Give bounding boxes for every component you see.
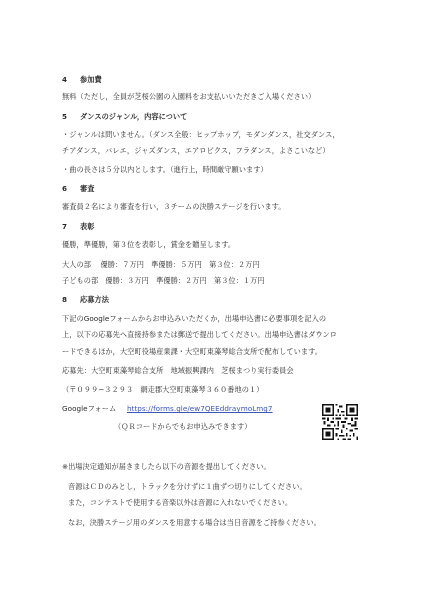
section-5-line-3: ・曲の長さは５分以内とします。（進行上，時間厳守願います） bbox=[62, 165, 268, 174]
apply-address: （〒０９９−３２９３ 網走郡大空町東藻琴３６０番地の１） bbox=[62, 385, 264, 394]
section-5-line-1: ・ジャンルは問いません。（ダンス全般：ヒップホップ，モダンダンス，社交ダンス， bbox=[62, 130, 340, 139]
google-form-label: Googleフォーム bbox=[62, 404, 117, 413]
notes-line-1: 音源はＣＤのみとし，トラックを分けずに１曲ずつ切りにしてください。 bbox=[68, 482, 307, 491]
section-4-text: 無料（ただし，全員が芝桜公園の入園料をお支払いいただきご入場ください） bbox=[62, 92, 316, 101]
qr-code-graphic bbox=[322, 404, 358, 440]
section-5-heading: 5 ダンスのジャンル，内容について bbox=[62, 112, 188, 121]
award-adult-row: 大人の部 優勝：７万円 準優勝：５万円 第３位：２万円 bbox=[62, 260, 260, 269]
apply-destination: 応募先：大空町東藻琴総合支所 地域振興課内 芝桜まつり実行委員会 bbox=[62, 366, 294, 375]
section-4-heading: 4 参加費 bbox=[62, 75, 102, 84]
google-form-row bbox=[62, 404, 273, 413]
notes-line-3: なお，決勝ステージ用のダンスを用意する場合は当日音源をご持参ください。 bbox=[68, 518, 321, 527]
section-6-text: 審査員２名により審査を行い，３チームの決勝ステージを行います。 bbox=[62, 202, 286, 211]
qr-code-icon[interactable] bbox=[322, 404, 358, 440]
section-6-heading: 6 審査 bbox=[62, 184, 95, 193]
qr-note: （ＱＲコードからでもお申込みできます） bbox=[114, 422, 252, 431]
notes-line-2: また，コンテストで使用する音楽以外は音源に入れないでください。 bbox=[68, 498, 293, 507]
section-8-line-3: ードできるほか，大空町役場産業課・大空町東藻琴総合支所で配布しています。 bbox=[62, 347, 322, 356]
section-8-line-1: 下記のGoogleフォームからお申込みいただくか，出場申込書に必要事項を記入の bbox=[62, 314, 327, 323]
section-8-heading: 8 応募方法 bbox=[62, 295, 109, 304]
section-7-heading: 7 表彰 bbox=[62, 222, 95, 231]
award-child-row: 子どもの部 優勝：３万円 準優勝：２万円 第３位：１万円 bbox=[62, 276, 265, 285]
section-5-line-2: チアダンス，バレエ，ジャズダンス，エアロビクス，フラダンス，よさこいなど） bbox=[62, 146, 330, 155]
notes-intro: ※出場決定通知が届きましたら以下の音源を提出してください。 bbox=[62, 462, 271, 471]
section-8-line-2: 上，以下の応募先へ直接持参または郵送で提出してください。出場申込書はダウンロ bbox=[62, 330, 338, 339]
google-form-link[interactable]: https://forms.gle/ew7QEEddraymoLmg7 bbox=[126, 404, 273, 413]
section-7-text: 優勝，準優勝，第３位を表彰し，賞金を贈呈します。 bbox=[62, 240, 236, 249]
